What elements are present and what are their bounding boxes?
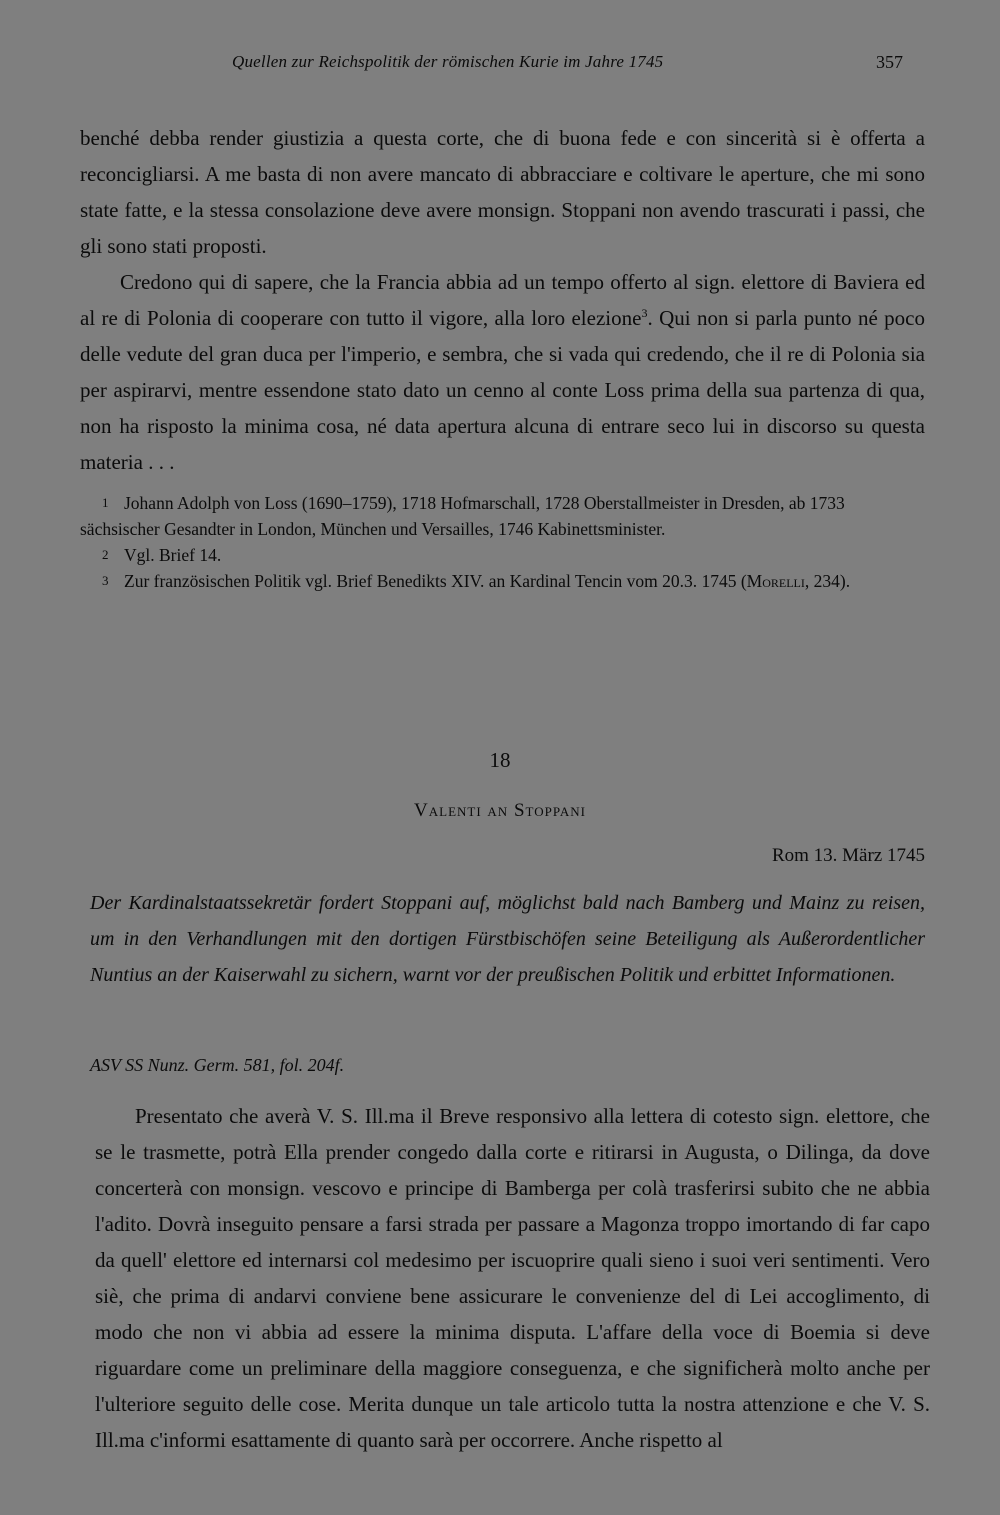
place-date: Rom 13. März 1745 <box>771 845 925 866</box>
document-number: 18 <box>489 748 511 772</box>
footnote-mark: 3 <box>102 573 109 588</box>
paragraph: benché debba render giustizia a questa corte, che di buona fede e con sincerità si è offerta a reconcigliarsi. A me basta di non avere mancato di abbracciare e coltivare le aperture, che mi sono state fatte, e la stessa consolazione deve avere monsign. Stoppani non avendo trascurati i passi, che gli sono stati proposti. <box>80 126 925 258</box>
footnote-text: Vgl. Brief 14. <box>124 545 222 565</box>
paragraph: Presentato che averà V. S. Ill.ma il Breve responsivo alla lettera di cotesto sign. elettore, che se le trasmette, potrà Ella prender congedo dalla corte e ritirarsi in Augusta, o Dilinga, da dove concerterà con monsign. vescovo e principe di Bamberga per colà trasferirsi subito che ne abbia l'adito. Dovrà inseguito pensare a farsi strada per passare a Magonza troppo imortando di far capo da quell' elettore ed internarsi col medesimo per iscuoprire quali sieno i suoi veri sentimenti. Vero siè, che prima di andarvi conviene bene assicurare le convenienze del di Lei accoglimento, di modo che non vi abbia ad essere la minima disputa. L'affare della voce di Boemia si deve riguardare come un preliminare della maggiore conseguenza, e che significherà molto anche per l'ulteriore seguito delle cose. Merita dunque un tale articolo tutta la nostra attenzione e che V. S. Ill.ma c'informi esattamente di quanto sarà per occorrere. Anche rispetto al <box>95 1104 930 1452</box>
footnote-mark: 2 <box>102 547 109 562</box>
footnote <box>80 490 925 542</box>
document-title: Valenti an Stoppani <box>414 800 586 821</box>
footnotes <box>80 490 925 594</box>
archive-reference: ASV SS Nunz. Germ. 581, fol. 204f. <box>90 1055 345 1075</box>
paragraph-text: Credono qui di sapere, che la Francia abbia ad un tempo offerto al sign. elettore di Baviera ed al re di Polonia di cooperare con tutto il vigore, alla loro elezione <box>80 270 925 330</box>
footnote-text: , 234). <box>804 571 851 591</box>
document-summary: Der Kardinalstaatssekretär fordert Stoppani auf, möglichst bald nach Bamberg und Mainz zu reisen, um in den Verhandlungen mit den dortigen Fürstbischöfen seine Beteiligung als Außerordentlicher Nuntius an der Kaiserwahl zu sichern, warnt vor der preußischen Politik und erbittet Informationen. <box>90 892 925 986</box>
paragraph-text: . Qui non si parla punto né poco delle vedute del gran duca per l'imperio, e sembra, che si vada qui credendo, che il re di Polonia sia per aspirarvi, mentre essendone stato dato un cenno al conte Loss prima della sua partenza di qua, non ha risposto la minima cosa, né data apertura alcuna di entrare seco lui in discorso su questa materia . . . <box>80 306 926 474</box>
paragraph <box>80 264 925 480</box>
footnote-ref: 3 <box>641 306 648 320</box>
footnote-text: Johann Adolph von Loss (1690–1759), 1718 Hofmarschall, 1728 Oberstallmeister in Dresden, ab 1733 sächsischer Gesandter in London, München und Versailles, 1746 Kabinettsminister. <box>80 493 845 539</box>
continuation-text <box>80 120 925 480</box>
footnote-text: Zur französischen Politik vgl. Brief Benedikts XIV. an Kardinal Tencin vom 20.3. 1745 ( <box>124 571 747 591</box>
footnote <box>80 542 925 568</box>
footnote-mark: 1 <box>102 495 109 510</box>
page-number: 357 <box>876 52 903 72</box>
author-name: Morelli <box>746 571 805 591</box>
letter-text <box>95 1098 930 1458</box>
running-title: Quellen zur Reichspolitik der römischen Kurie im Jahre 1745 <box>232 52 664 71</box>
footnote <box>80 568 925 594</box>
